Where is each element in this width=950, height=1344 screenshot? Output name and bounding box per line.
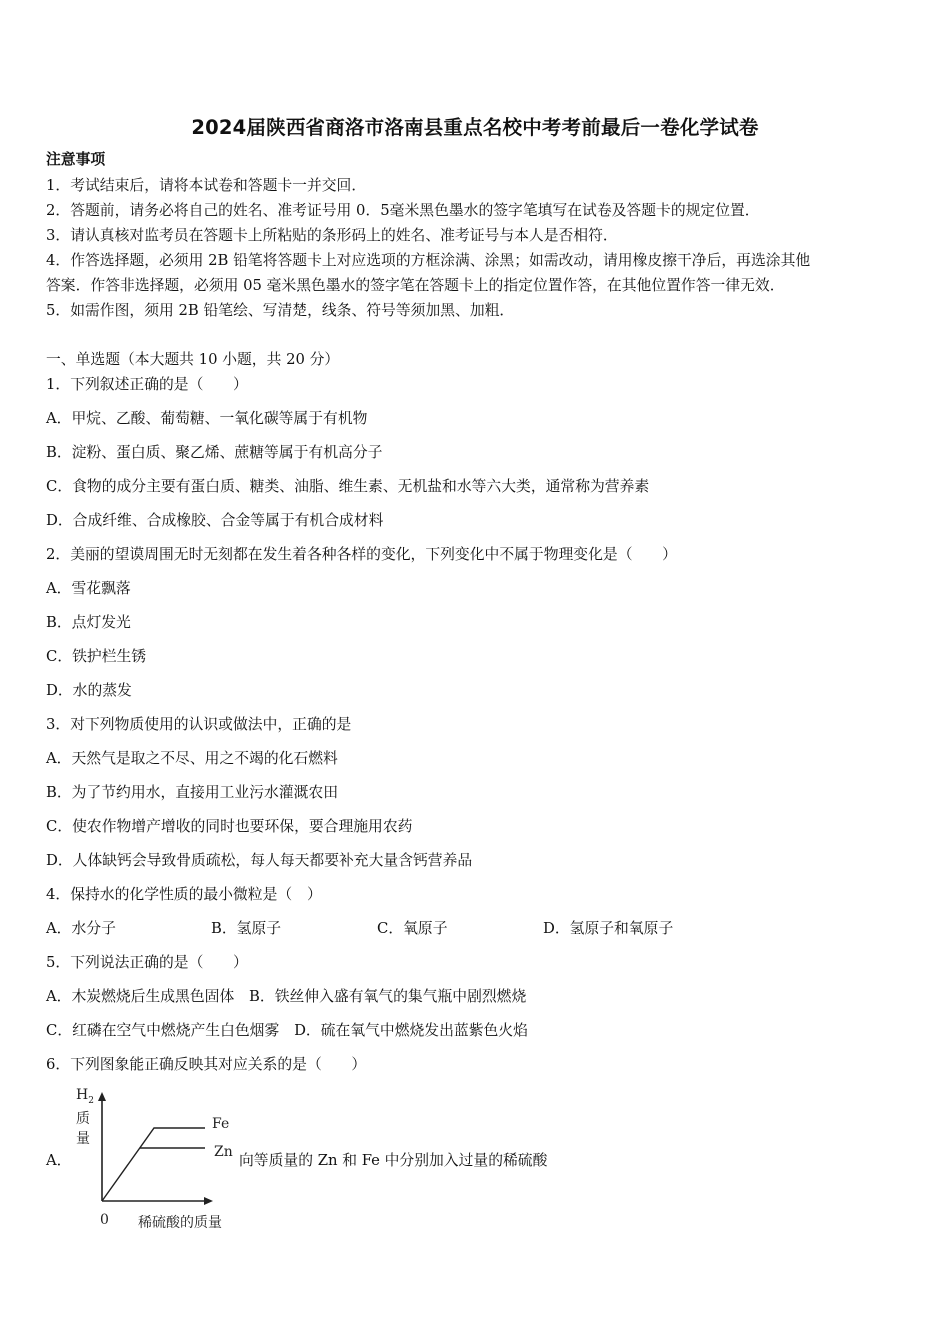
question-5-options-row-1: A．木炭燃烧后生成黑色固体 B．铁丝伸入盛有氧气的集气瓶中剧烈燃烧 [46, 988, 527, 1005]
origin-label: 0 [100, 1212, 109, 1228]
question-1-option-d: D．合成纤维、合成橡胶、合金等属于有机合成材料 [46, 512, 384, 529]
question-4-option-b: B．氢原子 [211, 920, 282, 937]
question-3-option-d: D．人体缺钙会导致骨质疏松，每人每天都要补充大量含钙营养品 [46, 852, 473, 869]
question-1-option-b: B．淀粉、蛋白质、聚乙烯、蔗糖等属于有机高分子 [46, 444, 383, 461]
section-heading: 一、单选题（本大题共 10 小题，共 20 分） [46, 351, 340, 368]
question-1-option-a: A．甲烷、乙酸、葡萄糖、一氧化碳等属于有机物 [46, 410, 368, 427]
question-2-option-b: B．点灯发光 [46, 614, 131, 631]
y-axis-label-subscript: 2 [88, 1095, 94, 1106]
question-5-stem: 5．下列说法正确的是（ ） [46, 954, 248, 971]
question-4-option-c: C．氧原子 [377, 920, 448, 937]
x-axis-arrow-icon [204, 1197, 213, 1205]
series-label-zn: Zn [214, 1144, 233, 1160]
question-5-options-row-2: C．红磷在空气中燃烧产生白色烟雾 D．硫在氧气中燃烧发出蓝紫色火焰 [46, 1022, 528, 1039]
question-4-option-a: A．水分子 [46, 920, 116, 937]
note-item: 答案．作答非选择题，必须用 05 毫米黑色墨水的签字笔在答题卡上的指定位置作答，在其他位置作答一律无效． [46, 277, 785, 294]
note-item: 5．如需作图，须用 2B 铅笔绘、写清楚，线条、符号等须加黑、加粗． [46, 302, 515, 319]
question-3-option-a: A．天然气是取之不尽、用之不竭的化石燃料 [46, 750, 338, 767]
y-axis-arrow-icon [98, 1092, 106, 1101]
question-2-stem: 2．美丽的望谟周围无时无刻都在发生着各种各样的变化，下列变化中不属于物理变化是（ ） [46, 546, 677, 563]
question-3-option-b: B．为了节约用水，直接用工业污水灌溉农田 [46, 784, 339, 801]
question-6-option-a-label: A． [46, 1152, 72, 1169]
y-axis-label-liang: 量 [76, 1131, 90, 1147]
note-item: 1．考试结束后，请将本试卷和答题卡一并交回． [46, 177, 367, 194]
question-2-option-a: A．雪花飘落 [46, 580, 131, 597]
notes-heading: 注意事项 [46, 151, 106, 168]
page-title: 2024届陕西省商洛市洛南县重点名校中考考前最后一卷化学试卷 [191, 116, 759, 139]
note-item: 3．请认真核对监考员在答题卡上所粘贴的条形码上的姓名、准考证号与本人是否相符． [46, 227, 618, 244]
x-axis-label: 稀硫酸的质量 [138, 1215, 222, 1231]
note-item: 2．答题前，请务必将自己的姓名、准考证号用 0．5毫米黑色墨水的签字笔填写在试卷及答题卡的规定位置． [46, 202, 760, 219]
fe-line [102, 1128, 205, 1201]
question-6-option-a-text: 向等质量的 Zn 和 Fe 中分别加入过量的稀硫酸 [239, 1152, 548, 1169]
series-label-fe: Fe [212, 1116, 230, 1132]
note-item: 4．作答选择题，必须用 2B 铅笔将答题卡上对应选项的方框涂满、涂黑；如需改动，请用橡皮擦干净后，再选涂其他 [46, 252, 811, 269]
question-1-option-c: C．食物的成分主要有蛋白质、糖类、油脂、维生素、无机盐和水等六大类，通常称为营养素 [46, 478, 650, 495]
question-2-option-d: D．水的蒸发 [46, 682, 132, 699]
question-3-option-c: C．使农作物增产增收的同时也要环保，要合理施用农药 [46, 818, 413, 835]
question-2-option-c: C．铁护栏生锈 [46, 648, 147, 665]
y-axis-label-zhi: 质 [76, 1111, 90, 1127]
y-axis-label-h [76, 1087, 94, 1106]
question-4-stem: 4．保持水的化学性质的最小微粒是（ ） [46, 886, 322, 903]
question-6-graph [68, 1088, 248, 1238]
question-1-stem: 1．下列叙述正确的是（ ） [46, 376, 248, 393]
question-3-stem: 3．对下列物质使用的认识或做法中，正确的是 [46, 716, 352, 733]
question-4-option-d: D．氢原子和氧原子 [543, 920, 674, 937]
y-axis-label-h-text: H [76, 1087, 89, 1103]
question-6-stem: 6．下列图象能正确反映其对应关系的是（ ） [46, 1056, 367, 1073]
